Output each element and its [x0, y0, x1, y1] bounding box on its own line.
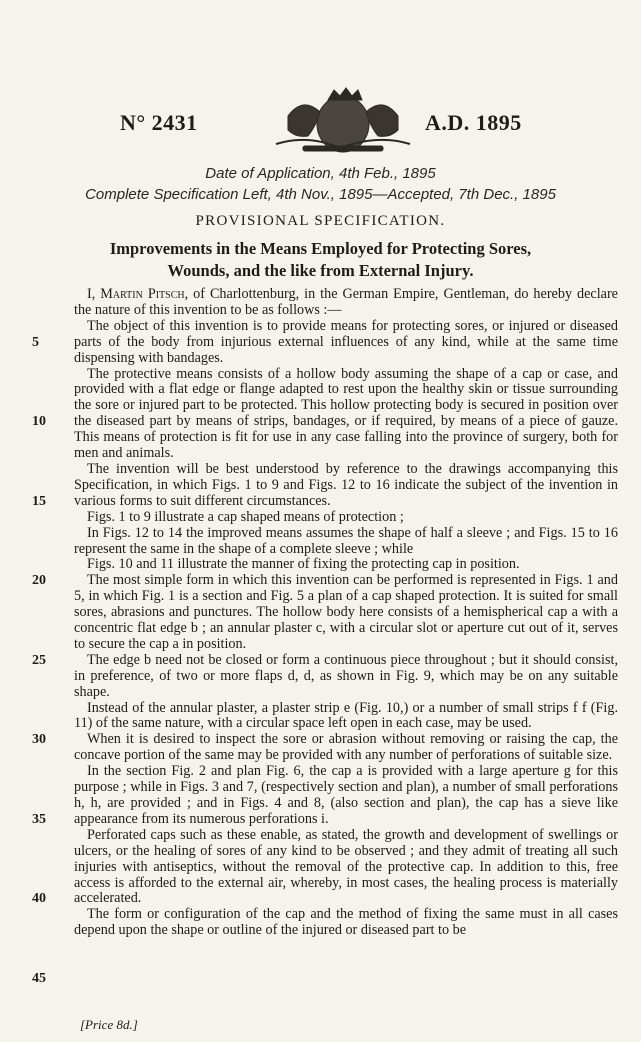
royal-arms-seal — [268, 86, 418, 156]
line-number: 5 — [32, 335, 39, 350]
patent-year: A.D. 1895 — [425, 110, 522, 135]
line-number: 10 — [32, 414, 46, 429]
line-number: 35 — [32, 812, 46, 827]
paragraph: The object of this invention is to provide means for protecting sores, or injured or diseased parts of the body from injurious external influences of any kind, while at the same time dispensing with bandages. — [74, 317, 618, 366]
paragraph: The protective means consists of a hollow body assuming the shape of a cap or case, and provided with a flat edge or flange adapted to rest upon the healthy skin or tissue surrounding the sore or injured part to be protected. This hollow protecting body is secured in position over the diseased part by means of strips, bandages, or if required, by means of a piece of gauze. This means of protection is fit for use in any case falling into the province of surgery, both for men and animals. — [74, 365, 618, 462]
paragraph: The invention will be best understood by reference to the drawings accompanying this Specification, in which Figs. 1 to 9 and Figs. 12 to 16 indicate the subject of the invention in various forms to suit different circumstances. — [74, 460, 618, 509]
price-note: [Price 8d.] — [80, 1017, 138, 1032]
specification-dates: Complete Specification Left, 4th Nov., 1895—Accepted, 7th Dec., 1895 — [85, 186, 556, 203]
paragraph: Instead of the annular plaster, a plaster strip e (Fig. 10,) or a number of small strips f f (Fig. 11) of the same nature, with a circular space left open in each case, may be used. — [74, 699, 618, 732]
paragraph: Perforated caps such as these enable, as stated, the growth and development of swellings or ulcers, or the healing of sores of any kind to be observed ; and they admit of treating all such injuries with antiseptics, without the removal of the protective cap. In addition to this, free access is afforded to the external air, whereby, in most cases, the healing process is materially accelerated. — [74, 826, 618, 907]
line-number: 40 — [32, 891, 46, 906]
line-number: 30 — [32, 732, 46, 747]
patent-number: N° 2431 — [120, 110, 198, 135]
application-date: Date of Application, 4th Feb., 1895 — [205, 165, 436, 182]
paragraph: The form or configuration of the cap and the method of fixing the same must in all cases depend upon the shape or outline of the injured or diseased part to be — [74, 906, 618, 939]
specification-body — [74, 287, 618, 939]
line-number: 15 — [32, 494, 46, 509]
inventor-name: Martin Pitsch — [100, 286, 185, 302]
title-line-1: Improvements in the Means Employed for Protecting Sores, — [109, 239, 532, 258]
paragraph: Figs. 10 and 11 illustrate the manner of fixing the protecting cap in position. — [87, 556, 520, 573]
paragraph: The most simple form in which this invention can be performed is represented in Figs. 1 and 5, in which Fig. 1 is a section and Fig. 5 a plan of a cap shaped protection. It is suited for small sores, abrasions and punctures. The hollow body here consists of a hemispherical cap a with a concentric flat edge b ; an annular plaster c, with a circular slot or aperture cut out of it, serves to secure the cap a in position. — [74, 572, 618, 652]
paragraph: Figs. 1 to 9 illustrate a cap shaped means of protection ; — [87, 508, 404, 525]
line-number: 20 — [32, 573, 46, 588]
paragraph: In Figs. 12 to 14 the improved means assumes the shape of half a sleeve ; and Figs. 15 to 16 represent the same in the shape of a complete sleeve ; while — [74, 524, 618, 557]
intro-paragraph: I, Martin Pitsch, of Charlottenburg, in the German Empire, Gentleman, do hereby declare the nature of this invention to be as follows :— — [74, 286, 618, 318]
paragraph: The edge b need not be closed or form a continuous piece throughout ; but it should consist, in preference, of two or more flaps d, d, as shown in Fig. 9, which may be on any suitable shape. — [74, 651, 618, 700]
title-line-2: Wounds, and the like from External Injury. — [167, 261, 474, 280]
line-number: 45 — [32, 971, 46, 986]
provisional-heading: PROVISIONAL SPECIFICATION. — [195, 213, 446, 229]
paragraph: In the section Fig. 2 and plan Fig. 6, the cap a is provided with a large aperture g for this purpose ; while in Figs. 3 and 7, (respectively section and plan), a number of small perforations h, h, are provided ; and in Figs. 4 and 8, (also section and plan), the cap has a sieve like appearance from its numerous perforations i. — [74, 763, 618, 827]
intro-text: , of Charlottenburg, in the German Empire, Gentleman, do hereby declare the nature of this invention to be as follows :— — [74, 286, 618, 318]
paragraph: When it is desired to inspect the sore or abrasion without removing or raising the cap, the concave portion of the same may be provided with any number of perforations of suitable size. — [74, 731, 618, 764]
line-number: 25 — [32, 653, 46, 668]
